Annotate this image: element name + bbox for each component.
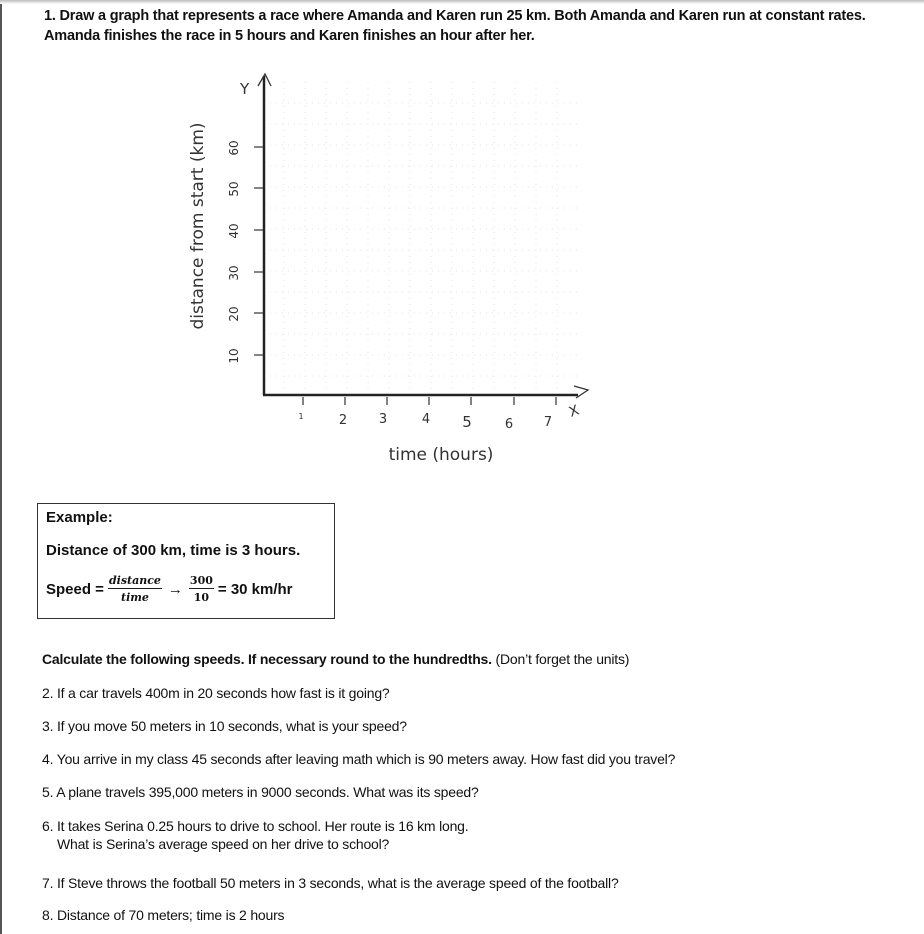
race-graph	[0, 60, 924, 480]
instructions	[42, 651, 629, 667]
y-tick-50: 50	[227, 181, 241, 197]
instructions-note: (Don’t forget the units)	[491, 651, 630, 667]
graph-canvas	[0, 60, 924, 480]
question-4: 4. You arrive in my class 45 seconds after leaving math which is 90 meters away. How fast did you travel?	[42, 751, 676, 767]
fraction-denominator: 10	[193, 591, 210, 604]
x-tick-2: 2	[338, 413, 348, 428]
example-title: Example:	[46, 509, 113, 526]
y-tick-marks	[254, 147, 263, 355]
numeric-fraction	[189, 574, 214, 604]
right-arrow-icon: →	[167, 580, 183, 598]
grid-dots	[264, 82, 580, 395]
question-6	[42, 817, 468, 853]
y-axis-letter: Y	[240, 80, 250, 98]
y-tick-60: 60	[227, 140, 241, 156]
question-3: 3. If you move 50 meters in 10 seconds, what is your speed?	[42, 718, 407, 734]
fraction-numerator: distance	[108, 574, 161, 587]
speed-label: Speed =	[46, 580, 104, 598]
instructions-bold: Calculate the following speeds. If necessary round to the hundredths.	[42, 651, 492, 667]
speed-formula	[46, 574, 293, 604]
y-tick-10: 10	[227, 348, 241, 364]
x-tick-6: 6	[504, 417, 514, 432]
question-7: 7. If Steve throws the football 50 meters in 3 seconds, what is the average speed of the football?	[42, 875, 619, 891]
x-tick-7: 7	[543, 415, 553, 430]
question-6-line-1: 6. It takes Serina 0.25 hours to drive to school. Her route is 16 km long.	[42, 818, 469, 834]
y-tick-labels	[227, 140, 241, 363]
x-tick-4: 4	[421, 412, 431, 427]
y-tick-40: 40	[227, 223, 241, 239]
distance-over-time-fraction	[108, 574, 162, 604]
question-6-line-2: What is Serina’s average speed on her drive to school?	[57, 836, 390, 852]
x-tick-5: 5	[462, 413, 472, 431]
x-tick-labels	[298, 412, 552, 432]
x-tick-marks	[303, 397, 556, 405]
x-axis-letter: X	[566, 402, 582, 421]
question-2: 2. If a car travels 400m in 20 seconds how fast is it going?	[42, 685, 390, 701]
example-statement: Distance of 300 km, time is 3 hours.	[46, 542, 301, 559]
speed-result: = 30 km/hr	[217, 580, 293, 598]
x-tick-1: 1	[298, 412, 304, 421]
fraction-denominator: time	[120, 591, 149, 604]
question-5: 5. A plane travels 395,000 meters in 9000 seconds. What was its speed?	[42, 784, 479, 800]
page-top-shadow	[0, 0, 924, 4]
question-1-text: 1. Draw a graph that represents a race where Amanda and Karen run 25 km. Both Amanda and Karen run at constant rates. Amanda finishes the race in 5 hours and Karen finishes an hour after her.	[44, 8, 866, 44]
example-box	[37, 503, 335, 619]
x-axis-title: time (hours)	[388, 445, 494, 465]
x-tick-3: 3	[378, 412, 388, 427]
question-8: 8. Distance of 70 meters; time is 2 hours	[42, 907, 285, 923]
y-tick-20: 20	[227, 306, 241, 322]
y-tick-30: 30	[227, 265, 241, 281]
y-axis-title: distance from start (km)	[188, 122, 208, 330]
fraction-numerator: 300	[189, 574, 213, 587]
